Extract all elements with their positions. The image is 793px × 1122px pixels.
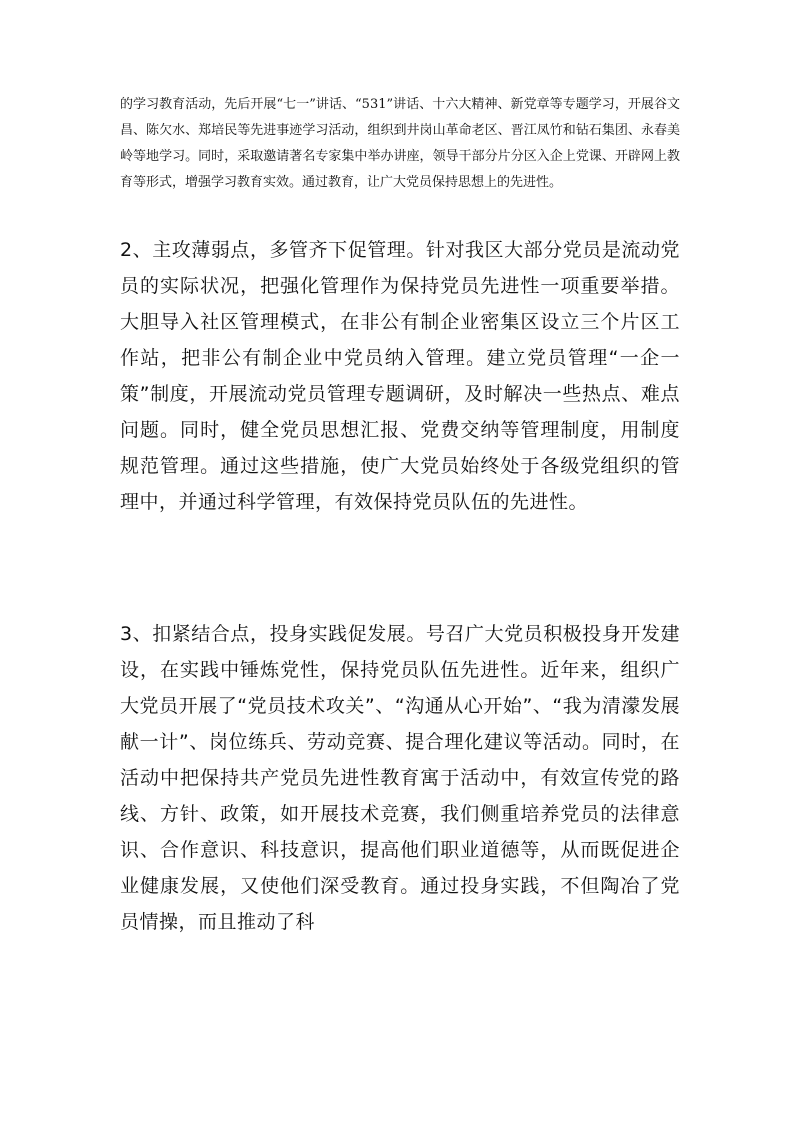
- paragraph-practice-development: 3、扣紧结合点，投身实践促发展。号召广大党员积极投身开发建设，在实践中锤炼党性，保持党员队伍先进性。近年来，组织广大党员开展了“党员技术攻关”、“沟通从心开始”、“我为清濛发展献一计”、岗位练兵、劳动竞赛、提合理化建议等活动。同时，在活动中把保持共产党员先进性教育寓于活动中，有效宣传党的路线、方针、政策，如开展技术竞赛，我们侧重培养党员的法律意识、合作意识、科技意识，提高他们职业道德等，从而既促进企业健康发展，又使他们深受教育。通过投身实践，不但陶冶了党员情操，而且推动了科: [120, 623, 680, 933]
- paragraph-management: 2、主攻薄弱点，多管齐下促管理。针对我区大部分党员是流动党员的实际状况，把强化管理作为保持党员先进性一项重要举措。大胆导入社区管理模式，在非公有制企业密集区设立三个片区工作站，把非公有制企业中党员纳入管理。建立党员管理“一企一策”制度，开展流动党员管理专题调研，及时解决一些热点、难点问题。同时，健全党员思想汇报、党费交纳等管理制度，用制度规范管理。通过这些措施，使广大党员始终处于各级党组织的管理中，并通过科学管理，有效保持党员队伍的先进性。: [120, 239, 680, 513]
- paragraph-study-education: 的学习教育活动，先后开展“七一”讲话、“531”讲话、十六大精神、新党章等专题学习，开展谷文昌、陈欠水、郑培民等先进事迹学习活动，组织到井岗山革命老区、晋江凤竹和钻石集团、永春美岭等地学习。同时，采取邀请著名专家集中举办讲座，领导干部分片分区入企上党课、开辟网上教育等形式，增强学习教育实效。通过教育，让广大党员保持思想上的先进性。: [120, 97, 680, 190]
